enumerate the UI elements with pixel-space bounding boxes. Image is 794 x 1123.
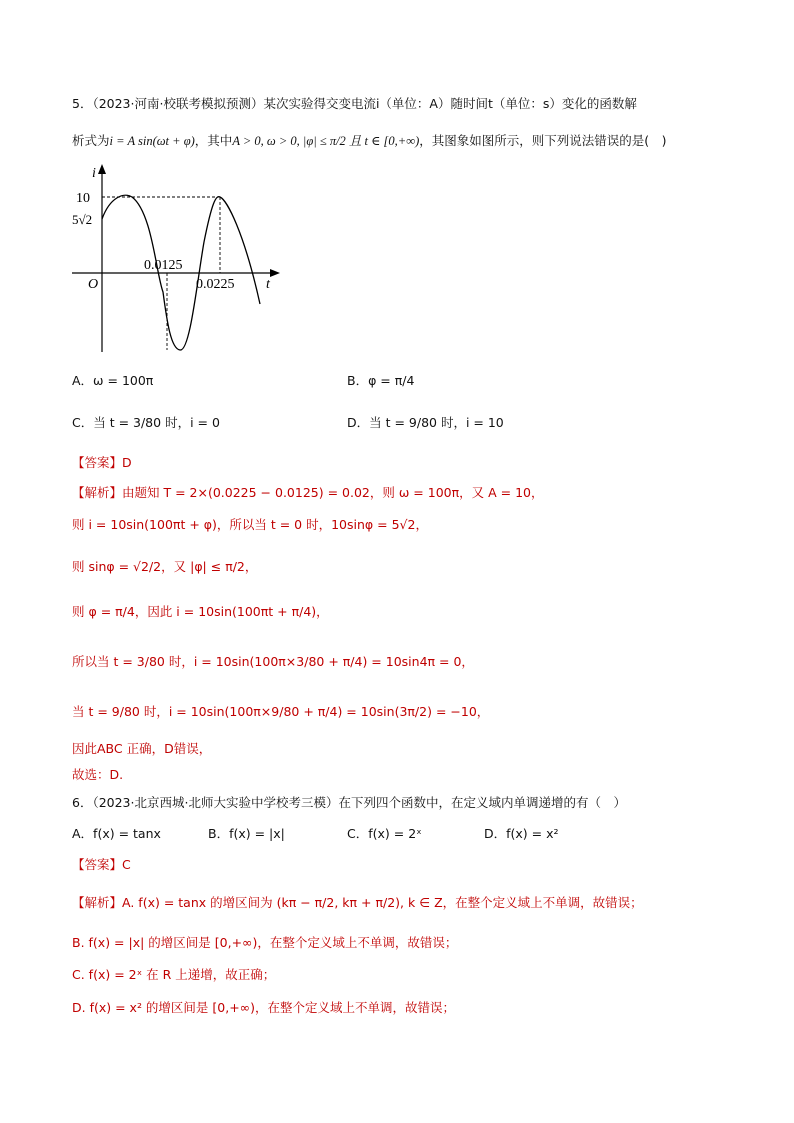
x-label-0225: 0.0225 — [196, 277, 235, 292]
q5-answer: 【答案】D — [72, 455, 132, 470]
q6-solution-b: B. f(x) = |x| 的增区间是 [0,+∞)，在整个定义域上不单调，故错误； — [72, 935, 458, 950]
q5-solution-line2: 则 i = 10sin(100πt + φ)，所以当 t = 0 时，10sinφ = 5√2， — [72, 517, 428, 532]
q6-option-b: B．f(x) = |x| — [208, 826, 285, 841]
q5-option-d: D．当 t = 9/80 时，i = 10 — [347, 415, 504, 430]
q5-sine-graph — [72, 162, 292, 362]
q5-stem-line1: 5．（2023·河南·校联考模拟预测）某次实验得交变电流i（单位：A）随时间t（单位：s）变化的函数解 — [72, 96, 637, 111]
q5-solution-line4: 则 φ = π/4，因此 i = 10sin(100πt + π/4)， — [72, 604, 329, 619]
q5-option-a: A．ω = 100π — [72, 373, 154, 388]
q5-stem-line2: 析式为i = A sin(ωt + φ)，其中A > 0, ω > 0, |φ| ≤ π/2 且 t ∈ [0,+∞)，其图象如图所示，则下列说法错误的是( ) — [72, 133, 667, 148]
q6-option-a: A．f(x) = tanx — [72, 826, 161, 841]
q5-solution-line5: 所以当 t = 3/80 时，i = 10sin(100π×3/80 + π/4) = 10sin4π = 0， — [72, 654, 474, 669]
q6-solution-a: 【解析】A. f(x) = tanx 的增区间为 (kπ − π/2, kπ + π/2), k ∈ Z，在整个定义域上不单调，故错误； — [72, 895, 643, 910]
q6-option-c: C．f(x) = 2ˣ — [347, 826, 422, 841]
x-axis-label: t — [266, 277, 270, 292]
x-label-0125: 0.0125 — [144, 258, 183, 273]
q5-option-b: B．φ = π/4 — [347, 373, 415, 388]
q5-conditions: A > 0, ω > 0, |φ| ≤ π/2 且 t ∈ [0,+∞) — [232, 134, 420, 148]
q6-option-d: D．f(x) = x² — [484, 826, 559, 841]
q5-solution-line6: 当 t = 9/80 时，i = 10sin(100π×9/80 + π/4) = 10sin(3π/2) = −10， — [72, 704, 490, 719]
q5-option-c: C．当 t = 3/80 时，i = 0 — [72, 415, 220, 430]
q6-solution-d: D. f(x) = x² 的增区间是 [0,+∞)，在整个定义域上不单调，故错误； — [72, 1000, 455, 1015]
q5-solution-line8: 故选：D. — [72, 767, 124, 782]
y-init-label: 5√2 — [72, 212, 93, 227]
q5-solution-line3: 则 sinφ = √2/2，又 |φ| ≤ π/2， — [72, 559, 258, 574]
q5-solution-line1: 【解析】由题知 T = 2×(0.0225 − 0.0125) = 0.02，则 ω = 100π，又 A = 10， — [72, 485, 544, 500]
y-axis-label: i — [92, 166, 96, 181]
q6-stem: 6．（2023·北京西城·北师大实验中学校考三模）在下列四个函数中，在定义域内单调递增的有（ ） — [72, 795, 626, 810]
q5-formula: i = A sin(ωt + φ) — [109, 134, 195, 148]
origin-label: O — [88, 277, 99, 292]
y-max-label: 10 — [76, 191, 90, 206]
q6-solution-c: C. f(x) = 2ˣ 在 R 上递增，故正确； — [72, 967, 276, 982]
q6-answer: 【答案】C — [72, 857, 131, 872]
q5-solution-line7: 因此ABC 正确，D错误， — [72, 741, 212, 756]
